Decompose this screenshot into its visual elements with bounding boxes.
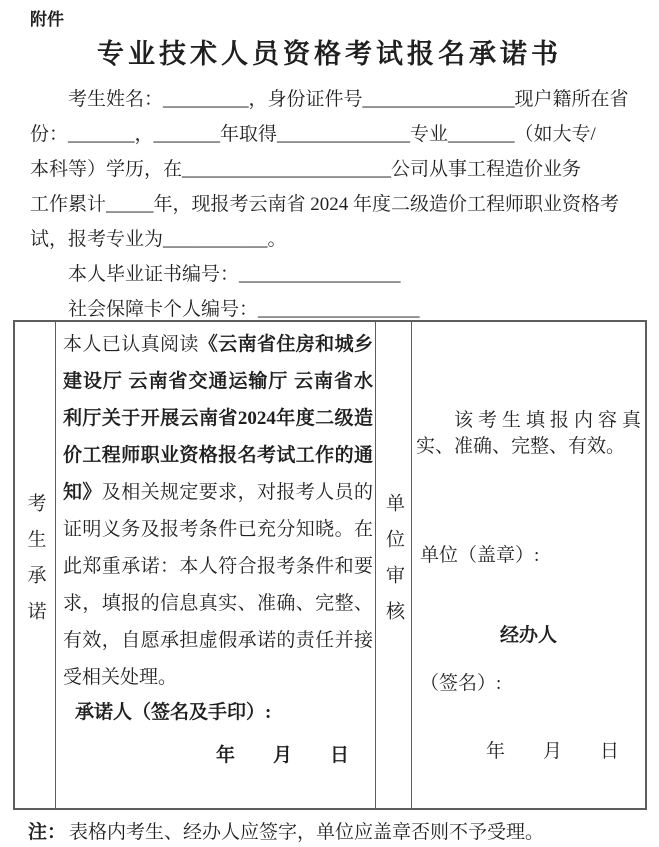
candidate-info-line-3: 本科等）学历，在______________________公司从事工程造价业务 — [30, 159, 582, 180]
commitment-table — [13, 320, 647, 810]
candidate-commitment-header-cell — [15, 322, 56, 808]
unit-review-header-cell — [376, 322, 412, 808]
note-prefix: 注： — [28, 822, 67, 843]
agent-sign-label: （签名）: — [420, 673, 502, 694]
review-date-line: 年 月 日 — [485, 741, 619, 762]
note-text: 表格内考生、经办人应签字，单位应盖章否则不予受理。 — [69, 822, 545, 843]
candidate-commitment-cell — [56, 322, 376, 808]
attachment-label: 附件 — [30, 10, 64, 29]
candidate-info-line-1: 考生姓名：_________，身份证件号________________现户籍所在省 — [68, 89, 629, 110]
agent-label: 经办人 — [499, 625, 557, 646]
commitment-date-line: 年 月 日 — [215, 745, 349, 766]
candidate-info-line-4: 工作累计_____年，现报考云南省 2024 年度二级造价工程师职业资格考 — [30, 194, 620, 215]
commitment-prefix: 本人已认真阅读 — [63, 334, 199, 355]
commitment-text — [63, 326, 373, 696]
unit-seal-label: 单位（盖章）: — [420, 545, 540, 566]
diploma-number-line: 本人毕业证书编号：_________________ — [68, 264, 401, 285]
intro-paragraph — [30, 82, 652, 327]
unit-review-cell — [412, 322, 645, 808]
notice-title: 《云南省住房和城乡建设厅 云南省交通运输厅 云南省水利厅关于开展云南省2024年度二级造价工程师职业资格报名考试工作的通知》 — [63, 334, 373, 503]
candidate-info-line-5: 试，报考专业为___________。 — [30, 229, 287, 250]
candidate-info-line-2: 份：_______，_______年取得______________专业_______（如大专/ — [30, 124, 596, 145]
page-title: 专业技术人员资格考试报名承诺书 — [97, 39, 562, 69]
unit-review-header: 单位审核 — [383, 493, 404, 637]
signer-label: 承诺人（签名及手印）: — [75, 702, 272, 723]
footer-note — [28, 817, 544, 844]
social-security-number-line: 社会保障卡个人编号：_________________ — [68, 299, 420, 320]
review-statement: 该考生填报内容真实、准确、完整、有效。 — [416, 410, 641, 457]
candidate-commitment-header: 考生承诺 — [24, 493, 46, 637]
commitment-suffix: 及相关规定要求，对报考人员的证明义务及报考条件已充分知晓。在此郑重承诺：本人符合报考条件和要求，填报的信息真实、准确、完整、有效，自愿承担虚假承诺的责任并接受相关处理。 — [63, 482, 373, 688]
